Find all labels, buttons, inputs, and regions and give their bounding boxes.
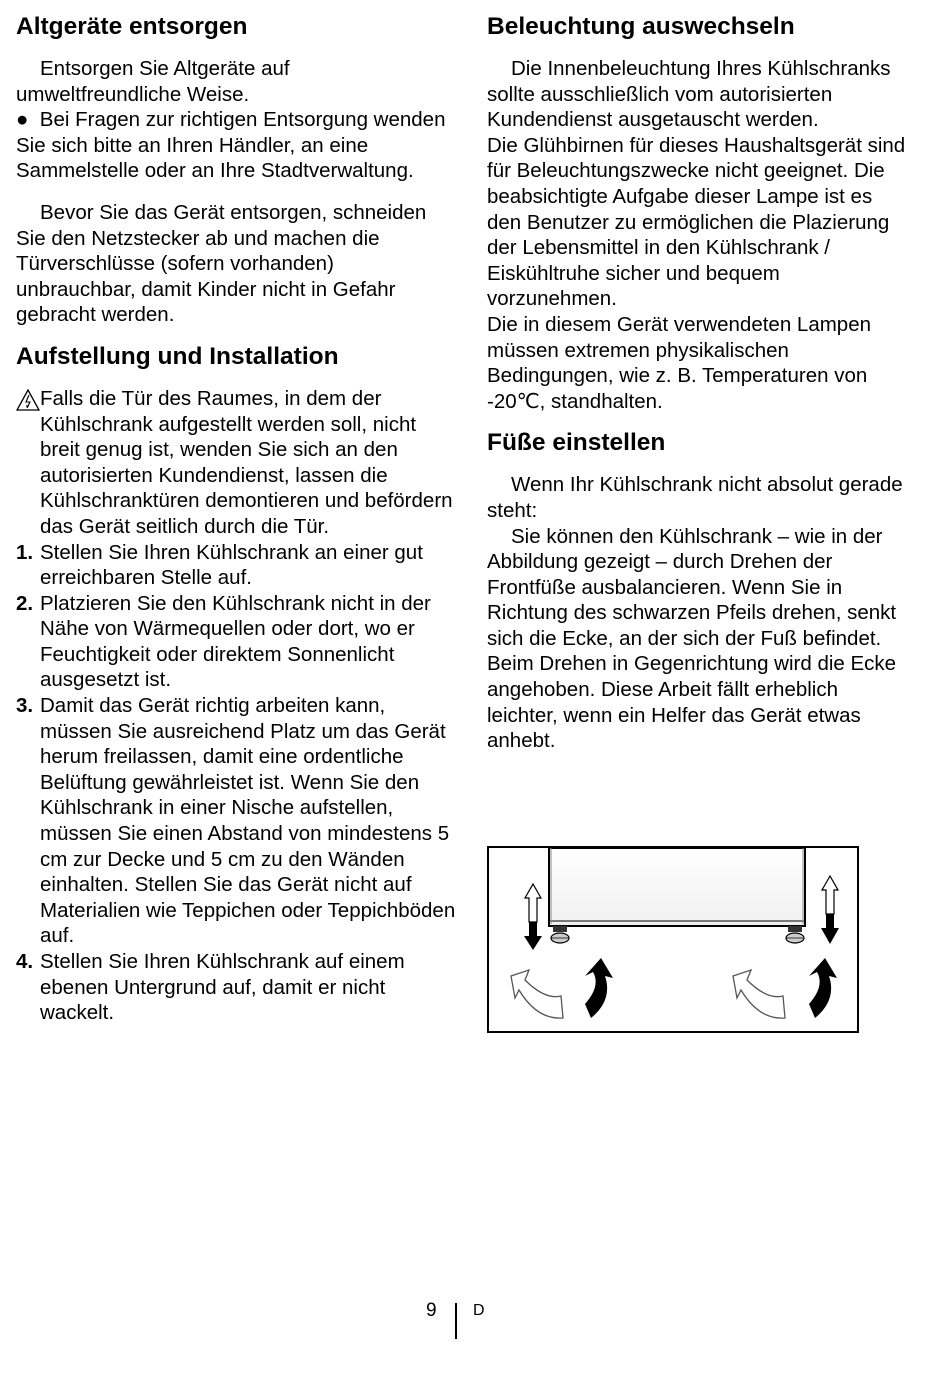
installation-steps — [16, 540, 456, 1026]
step-text: Platzieren Sie den Kühlschrank nicht in der Nähe von Wärmequellen oder dort, wo er Feuchtigkeit oder direktem Sonnenlicht ausgesetzt ist. — [40, 591, 431, 692]
feet-para-1: Wenn Ihr Kühlschrank nicht absolut gerade steht: — [487, 473, 903, 522]
language-code: D — [473, 1302, 485, 1319]
step-text: Stellen Sie Ihren Kühlschrank an einer gut erreichbaren Stelle auf. — [40, 540, 423, 590]
lighting-para-2: Die Glühbirnen für dieses Haushaltsgerät sind für Beleuchtungszwecke nicht geeignet. Die beabsichtigte Aufgabe dieser Lampe ist es den Benutzer zu ermöglichen die Plazierung der Lebensmittel in den Kühlschrank / Eiskühltruhe sicher und bequem vorzunehmen. — [487, 133, 906, 311]
heading-disposal: Altgeräte entsorgen — [16, 13, 248, 40]
list-item — [16, 540, 456, 591]
lighting-para-3: Die in diesem Gerät verwendeten Lampen müssen extremen physikalischen Bedingungen, wie z. B. Temperaturen von -20℃, standhalten. — [487, 312, 872, 413]
heading-installation: Aufstellung und Installation — [16, 342, 339, 370]
left-column — [16, 8, 456, 1026]
step-number: 3. — [16, 694, 34, 718]
right-column — [487, 8, 907, 754]
leveling-diagram-svg — [489, 848, 857, 1031]
right-up-down-arrow-icon — [821, 876, 839, 944]
heading-lighting: Beleuchtung auswechseln — [487, 13, 795, 40]
right-rotate-arrows-icon — [733, 958, 837, 1018]
step-number: 1. — [16, 540, 34, 564]
disposal-bullet-text: Bei Fragen zur richtigen Entsorgung wenden Sie sich bitte an Ihren Händler, an eine Sammelstelle oder an Ihre Stadtverwaltung. — [16, 108, 446, 183]
list-item — [16, 693, 456, 949]
list-item — [16, 949, 456, 1026]
installation-warning — [16, 386, 456, 540]
warning-text: Falls die Tür des Raumes, in dem der Kühlschrank aufgestellt werden soll, nicht breit genug ist, wenden Sie sich an den autorisierten Kundendienst, lassen die Kühlschranktüren demontieren und befördern das Gerät seitlich durch die Tür. — [40, 386, 453, 538]
step-number: 4. — [16, 950, 34, 973]
disposal-safety: Bevor Sie das Gerät entsorgen, schneiden Sie den Netzstecker ab und machen die Türverschlüsse (sofern vorhanden) unbrauchbar, damit Kinder nicht in Gefahr gebracht werden. — [16, 200, 427, 327]
disposal-bullet — [16, 107, 456, 184]
step-number: 2. — [16, 591, 34, 615]
feet-para-2: Sie können den Kühlschrank – wie in der Abbildung gezeigt – durch Drehen der Frontfüße ausbalancieren. Wenn Sie in Richtung des schwarzen Pfeils drehen, senkt sich die Ecke, an der sich der Fuß befindet. Beim Drehen in Gegenrichtung wird die Ecke angehoben. Diese Arbeit fällt erheblich leichter, wenn ein Helfer das Gerät etwas anhebt. — [487, 524, 897, 753]
fridge-body — [549, 848, 805, 926]
disposal-intro: Entsorgen Sie Altgeräte auf umweltfreundliche Weise. — [16, 57, 290, 106]
bullet-symbol: ● — [16, 108, 29, 132]
left-up-down-arrow-icon — [524, 884, 542, 950]
heading-feet: Füße einstellen — [487, 429, 666, 457]
lighting-para-1: Die Innenbeleuchtung Ihres Kühlschranks sollte ausschließlich vom autorisierten Kundendienst ausgetauscht werden. — [487, 57, 891, 132]
list-item — [16, 591, 456, 693]
leveling-feet-diagram — [487, 846, 859, 1033]
page-number: 9 — [426, 1300, 437, 1321]
left-rotate-arrows-icon — [511, 958, 613, 1018]
step-text: Stellen Sie Ihren Kühlschrank auf einem ebenen Untergrund auf, damit er nicht wackelt. — [40, 950, 405, 1025]
left-foot-icon — [551, 926, 569, 943]
right-foot-icon — [786, 926, 804, 943]
footer-divider — [455, 1303, 457, 1339]
step-text: Damit das Gerät richtig arbeiten kann, müssen Sie ausreichend Platz um das Gerät herum freilassen, damit eine ordentliche Belüftung gewährleistet ist. Wenn Sie den Kühlschrank in einer Nische aufstellen, müssen Sie einen Abstand von mindestens 5 cm zur Decke und 5 cm zu den Wänden einhalten. Stellen Sie das Gerät nicht auf Materialien wie Teppichen oder Teppichböden auf. — [40, 694, 456, 948]
warning-triangle-icon — [16, 389, 40, 411]
